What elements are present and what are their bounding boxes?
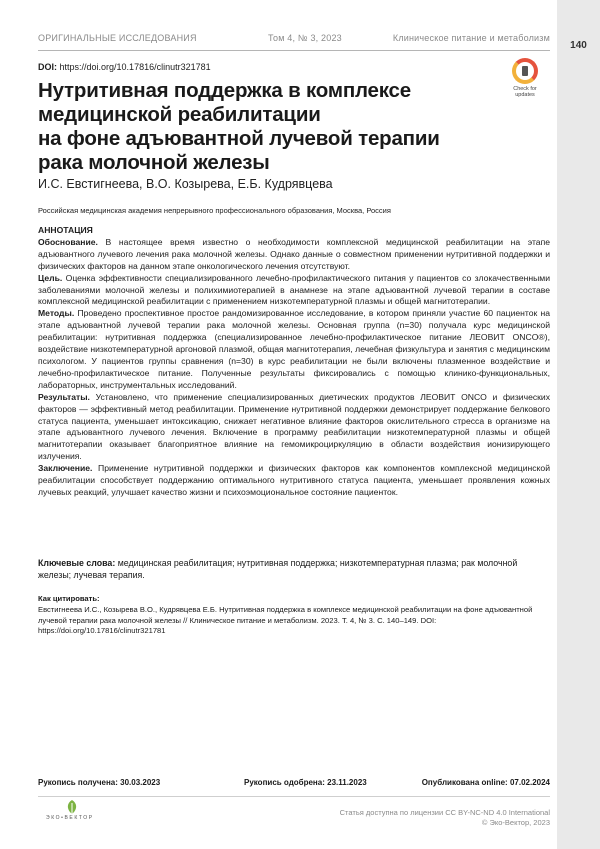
- keywords: [38, 557, 550, 581]
- aim-text: Оценка эффективности специализированного лечебно-профилактического питания у пациентов со злокачественными заболеваниями молочной железы и полихимиотерапией в анамнезе на этапе адъювантной лучевой терапии в составе комплексной медицинской реабилитации с применением низкотемпературной плазмы и общей магнитотерапии.: [38, 272, 551, 307]
- abstract-aim: [38, 273, 550, 309]
- license-text[interactable]: Статья доступна по лицензии CC BY-NC-ND 4.0 International: [339, 808, 550, 817]
- accepted-value: 23.11.2023: [327, 778, 367, 787]
- received-date: [38, 778, 160, 787]
- header-divider: [38, 50, 550, 51]
- methods-text: Проведено проспективное простое рандомизированное исследование, в котором приняли участие 60 пациенток на этапе адъювантной лучевой терапии рака молочной железы. Основная группа (n=30) получала курс медицинской реабилитации: нутритивная поддержка (специализированное лечебно-профилактическое питание ЛЕОВИТ ONCO®), воздействие низкотемпературной аргоновой плазмой, общая магнитотерапия, лечебная физкультура и занятия с медицинским психологом. У пациентов группы сравнения (n=30) в курс реабилитации не были включены плазменное воздействие и лечебно-профилактическое питание. Полученные результаты фиксировались с помощью клинико-функциональных, лабораторных, инструментальных исследований.: [38, 308, 550, 390]
- doi-line: [38, 62, 211, 72]
- copyright-text: © Эко-Вектор, 2023: [481, 818, 550, 827]
- title-line: на фоне адъювантной лучевой терапии: [38, 127, 440, 150]
- abstract: [38, 225, 550, 499]
- header-section: ОРИГИНАЛЬНЫЕ ИССЛЕДОВАНИЯ: [38, 33, 197, 43]
- abstract-results: [38, 392, 550, 463]
- citation: [38, 594, 550, 637]
- received-label: Рукопись получена:: [38, 778, 118, 787]
- abstract-background: [38, 237, 550, 273]
- check-for-updates-icon: [512, 58, 538, 84]
- header-journal: Клиническое питание и метаболизм: [392, 33, 550, 43]
- publisher-logo: [46, 797, 116, 827]
- running-header: [38, 33, 550, 47]
- keywords-label: Ключевые слова:: [38, 558, 116, 568]
- methods-label: Методы.: [38, 308, 75, 319]
- results-text: Установлено, что применение специализированных диетических продуктов ЛЕОВИТ ONCO и физических факторов — эффективный метод реабилитации. Применение нутритивной поддержки демонстрирует поддержание белкового статуса пациента, уменьшает интоксикацию, снижает негативное влияние факторов окислительного стресса в организме на этапе адъювантного лучевого лечения. Включение в программу реабилитации низкотемпературной плазмы и общей магнитотерапии оказывает благоприятное влияние на гемомикроциркуляцию в области воздействия ионизирующего излучения.: [38, 391, 551, 462]
- doi-link[interactable]: https://doi.org/10.17816/clinutr321781: [59, 62, 211, 72]
- received-value: 30.03.2023: [120, 778, 161, 787]
- published-date: [422, 778, 550, 787]
- affiliation: Российская медицинская академия непрерывного профессионального образования, Москва, Россия: [38, 206, 391, 215]
- published-value: 07.02.2024: [509, 778, 550, 787]
- title-line: Нутритивная поддержка в комплексе: [38, 79, 411, 102]
- accepted-date: [244, 778, 367, 787]
- results-label: Результаты.: [38, 391, 90, 402]
- title-line: медицинской реабилитации: [38, 103, 321, 126]
- article-title: [38, 79, 458, 175]
- conclusion-label: Заключение.: [38, 463, 93, 474]
- manuscript-dates: [38, 778, 550, 790]
- title-line: рака молочной железы: [38, 151, 270, 174]
- abstract-heading: АННОТАЦИЯ: [38, 225, 93, 235]
- leaf-icon: [64, 799, 80, 815]
- background-text: В настоящее время известно о необходимости комплексной медицинской реабилитации на этапе адъювантного лучевого лечения рака молочной железы. Однако данные о совместном применении нутритивной поддержки и физических факторов на данном этапе онкологического лечения отсутствуют.: [38, 236, 550, 271]
- conclusion-text: Применение нутритивной поддержки и физических факторов как компонентов комплексной медицинской реабилитации способствует поддержанию оптимального нутритивного статуса пациента, уменьшает проявления кожных лучевых реакций, улучшает качество жизни и психоэмоциональное состояние пациенток.: [38, 463, 550, 497]
- doi-label: DOI:: [38, 62, 57, 72]
- license-block: [340, 808, 550, 828]
- abstract-conclusion: [38, 463, 550, 499]
- citation-text: Евстигнеева И.С., Козырева В.О., Кудрявцева Е.Б. Нутритивная поддержка в комплексе медицинской реабилитации на фоне адъювантной лучевой терапии рака молочной железы // Клиническое питание и метаболизм. 2023. Т. 4, № 3. С. 140–149. DOI: https://doi.org/10.17816/clinutr321781: [38, 604, 533, 636]
- citation-label: Как цитировать:: [38, 594, 100, 603]
- logo-text: ЭКО•ВЕКТОР: [46, 815, 94, 821]
- badge-line2: updates: [515, 92, 535, 98]
- authors: И.С. Евстигнеева, В.О. Козырева, Е.Б. Кудрявцева: [38, 177, 333, 191]
- published-label: Опубликована online:: [421, 778, 508, 787]
- badge-line1: Check for: [513, 86, 537, 92]
- check-for-updates-badge[interactable]: [508, 58, 542, 100]
- aim-label: Цель.: [38, 272, 63, 283]
- background-label: Обоснование.: [38, 236, 98, 247]
- badge-text: [508, 86, 542, 98]
- abstract-methods: [38, 308, 550, 391]
- keywords-text: медицинская реабилитация; нутритивная поддержка; низкотемпературная плазма; рак молочной железы; лучевая терапия.: [38, 558, 518, 580]
- accepted-label: Рукопись одобрена:: [244, 778, 325, 787]
- page-number: 140: [570, 40, 587, 51]
- header-volume: Том 4, № 3, 2023: [268, 33, 342, 43]
- side-tab: [557, 0, 600, 849]
